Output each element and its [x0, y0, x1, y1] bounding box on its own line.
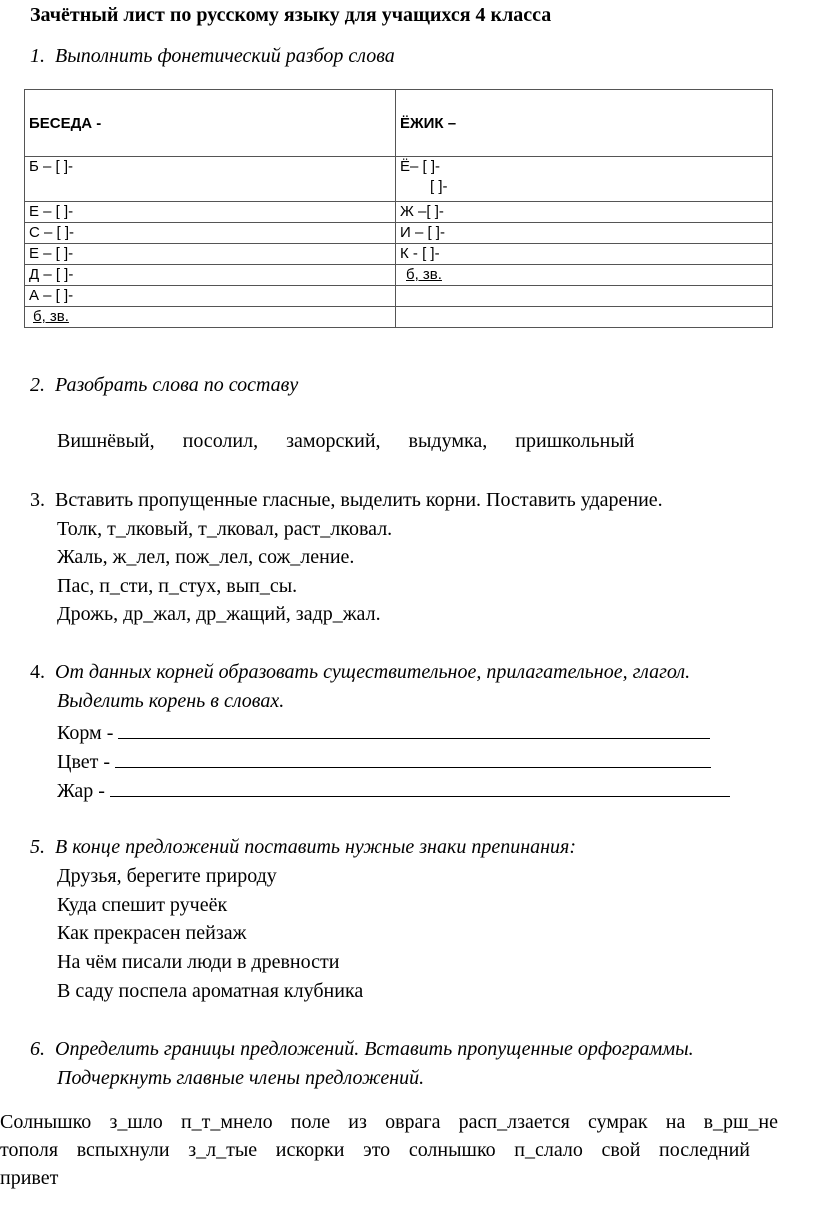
task6-text: Определить границы предложений. Вставить пропущенные орфограммы. [55, 1038, 694, 1060]
task6-heading [30, 1038, 694, 1061]
task5-line: В саду поспела ароматная клубника [57, 980, 364, 1002]
task4-row [57, 720, 710, 745]
task3-heading [30, 489, 663, 512]
task2-words [57, 430, 662, 453]
task4-number: 4. [30, 661, 45, 683]
task3-line: Пас, п_сти, п_стух, вып_сы. [57, 575, 298, 597]
table-cell-right[interactable] [396, 157, 773, 202]
task2-text: Разобрать слова по составу [55, 374, 299, 396]
task6-paragraph [0, 1108, 778, 1192]
task2-heading [30, 374, 298, 397]
task3-line: Толк, т_лковый, т_лковал, раст_лковал. [57, 518, 393, 540]
task1-number: 1. [30, 45, 45, 67]
answer-line[interactable] [110, 778, 730, 797]
word-item: посолил, [182, 430, 259, 452]
table-cell-left[interactable]: Е – [ ]- [25, 202, 396, 223]
task4-heading [30, 661, 690, 684]
task3-line: Жаль, ж_лел, пож_лел, сож_ление. [57, 546, 355, 568]
task3-text: Вставить пропущенные гласные, выделить корни. Поставить ударение. [55, 489, 663, 511]
table-cell-left[interactable]: Б – [ ]- [25, 157, 396, 202]
table-summary-left: б, зв. [33, 308, 69, 325]
table-cell-right[interactable] [396, 307, 773, 328]
task1-heading [30, 45, 395, 68]
task4-label: Жар - [57, 780, 105, 802]
task3-number: 3. [30, 489, 45, 511]
task2-number: 2. [30, 374, 45, 396]
table-cell-right[interactable]: Ж –[ ]- [396, 202, 773, 223]
task4-label: Корм - [57, 722, 114, 744]
task4-row [57, 778, 730, 803]
table-cell-left[interactable]: Е – [ ]- [25, 244, 396, 265]
task3-line: Дрожь, др_жал, др_жащий, задр_жал. [57, 603, 381, 625]
table-cell-left[interactable]: Д – [ ]- [25, 265, 396, 286]
task6-number: 6. [30, 1038, 45, 1060]
word-item: пришкольный [515, 430, 635, 452]
task5-line: Друзья, берегите природу [57, 865, 277, 887]
table-cell-right[interactable] [396, 265, 773, 286]
task1-text: Выполнить фонетический разбор слова [55, 45, 395, 67]
task4-label: Цвет - [57, 751, 111, 773]
table-cell-right[interactable]: И – [ ]- [396, 223, 773, 244]
table-cell-left[interactable]: А – [ ]- [25, 286, 396, 307]
table-cell-left[interactable]: С – [ ]- [25, 223, 396, 244]
table-cell-right-line: Ё– [ ]- [400, 158, 441, 175]
table-cell-right-line: [ ]- [430, 178, 448, 195]
task5-line: На чём писали люди в древности [57, 951, 340, 973]
task5-line: Как прекрасен пейзаж [57, 922, 247, 944]
page-title: Зачётный лист по русскому языку для учащихся 4 класса [30, 4, 552, 26]
table-summary-right: б, зв. [406, 266, 442, 283]
word-item: заморский, [286, 430, 381, 452]
task5-line: Куда спешит ручеёк [57, 894, 228, 916]
task4-row [57, 749, 711, 774]
task5-heading [30, 836, 576, 859]
task5-text: В конце предложений поставить нужные знаки препинания: [55, 836, 577, 858]
word-item: выдумка, [408, 430, 488, 452]
task4-text: От данных корней образовать существительное, прилагательное, глагол. [55, 661, 691, 683]
paragraph-line: привет [0, 1167, 59, 1189]
table-head-right: ЁЖИК – [396, 90, 773, 157]
task6-text-2: Подчеркнуть главные члены предложений. [57, 1067, 425, 1089]
answer-line[interactable] [118, 720, 710, 739]
table-cell-left[interactable] [25, 307, 396, 328]
word-item: Вишнёвый, [57, 430, 155, 452]
task5-number: 5. [30, 836, 45, 858]
table-cell-right[interactable]: К - [ ]- [396, 244, 773, 265]
task4-text-2: Выделить корень в словах. [57, 690, 285, 712]
table-cell-right[interactable] [396, 286, 773, 307]
answer-line[interactable] [115, 749, 711, 768]
phonetic-table [24, 89, 773, 328]
paragraph-line: Солнышко з_шло п_т_мнело поле из оврага расп_лзается сумрак на в_рш_не [0, 1111, 778, 1133]
table-head-left: БЕСЕДА - [25, 90, 396, 157]
paragraph-line: тополя вспыхнули з_л_тые искорки это солнышко п_слало свой последний [0, 1139, 750, 1161]
